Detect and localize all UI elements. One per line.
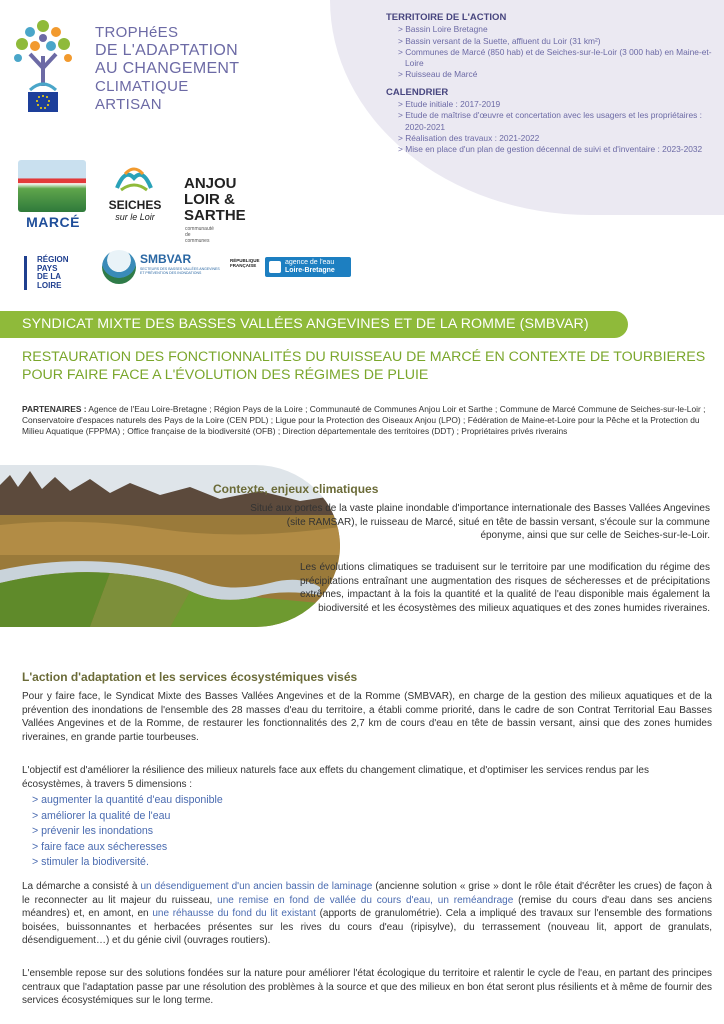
region-line-3: DE LA LOIRE [37,272,62,290]
action-paragraph-2: L'objectif est d'améliorer la résilience des milieux naturels face aux effets du changement climatique, et d'optimiser les services rendus par les écosystèmes, à travers 5 dimensions : [22,765,649,790]
seiches-logo-subtext: sur le Loir [115,212,155,222]
rf-line-1: RÉPUBLIQUE [230,258,260,263]
seiches-logo-icon [111,164,157,194]
smbvar-logo-subtext: SECTEURS DES BASSES VALLÉES ANGEVINES ET PRÉVENTION DES INONDATIONS [140,267,220,275]
marce-logo-icon [18,160,86,212]
brand-line-3: AU CHANGEMENT [95,60,240,77]
anjou-line-3: SARTHE [184,207,246,224]
p3-part-c: (ancienne solution « grise » dont le rôle était d'écrêter les crues) de façon à le reconnecter au lit majeur du ruisseau, [22,881,712,906]
partners-text: Agence de l'Eau Loire-Bretagne ; Région Pays de la Loire ; Communauté de Communes Anjou Loir et Sarthe ; Commune de Marcé Commune de Seiches-sur-le-Loir ; Conservatoire d'espaces naturels des Pays de la Loire (CEN PDL) ; Ligue pour la Protection des Oiseaux Anjou (LPO) ; Fédération de Maine-et-Loire pour la Pêche et la Protection du Milieu Aquatique (FPPMA) ; Office française de la biodiversité (OFB) ; Direction départementale des territoires (DDT) ; Propriétaires privés riverains [22,404,706,436]
partners-paragraph [22,404,712,437]
region-logo [24,256,69,290]
brand-line-2: DE L'ADAPTATION [95,42,238,59]
band-title: SYNDICAT MIXTE DES BASSES VALLÉES ANGEVINES ET DE LA ROMME (SMBVAR) [0,311,628,338]
list-item: > Etude de maîtrise d'œuvre et concertation avec les usagers et les propriétaires : 2020-2021 [398,110,716,133]
region-line-1: RÉGION [37,255,69,264]
action-paragraph-1: Pour y faire face, le Syndicat Mixte des Basses Vallées Angevines et de la Romme (SMBVAR), en charge de la gestion des milieux aquatiques et de la prévention des inondations de l'ensemble des 28 masses d'eau du territoire, a établi comme priorité, dans le cadre de son Contrat Territorial Eau Basses Vallées Angevines et de la Romme, de restaurer les fonctionnalités des 2,7 km de cours d'eau en tête de bassin versant, ainsi que des zones humides riveraines, en grande partie tourbeuses. [22,691,712,743]
republique-logo [230,258,260,268]
list-item: > augmenter la quantité d'eau disponible [32,793,223,809]
seiches-logo-text: SEICHES [108,198,162,212]
list-item: > stimuler la biodiversité. [32,855,223,871]
p3-part-g: (apports de granulométrie). Cela a impliqué des travaux sur l'ensemble des formations boisées, buissonnantes et herbacées présentes sur les rives du cours d'eau (ripisylve), du terrassement (nouveau lit, apport de granulats, désendiguement…) et du génie civil (ouvrages routiers). [22,908,713,946]
p3-highlight-1: un désendiguement d'un ancien bassin de laminage [140,881,373,892]
agence-line-1: agence de l'eau [285,259,335,266]
contexte-paragraph-1: Situé aux portes de la vaste plaine inondable d'importance internationale des Basses Vallées Angevines (site RAMSAR), le ruisseau de Marcé, situé en tête de bassin versant, s'écoule sur la commune éponyme, ainsi que sur celle de Seiches-sur-le-Loir. [250,503,710,541]
rf-line-2: FRANÇAISE [230,263,257,268]
list-item: > faire face aux sécheresses [32,840,223,856]
calendrier-list [386,99,716,155]
list-item: > Réalisation des travaux : 2021-2022 [398,133,716,144]
list-item: > prévenir les inondations [32,824,223,840]
list-item: > Bassin versant de la Suette, affluent du Loir (31 km²) [398,36,716,47]
trophees-brand [95,24,239,114]
contexte-paragraph-2: Les évolutions climatiques se traduisent sur le territoire par une modification du régime des précipitations entraînant une augmentation des risques de sécheresses et de précipitations extrêmes, impactant à la fois la quantité et la qualité de l'eau disponible mais également la biodiversité et les écosystèmes des milieux aquatiques et des zones humides riveraines. [300,562,710,614]
agence-eau-logo [265,257,351,277]
project-subtitle [22,348,712,384]
list-item: > Mise en place d'un plan de gestion décennal de suivi et d'inventaire : 2023-2032 [398,144,716,155]
smbvar-logo-text: SMBVAR [140,252,192,266]
territoire-list [386,24,716,80]
subtitle-line-1: RESTAURATION DES FONCTIONNALITÉS DU RUISSEAU DE MARCÉ EN CONTEXTE DE TOURBIERES [22,349,706,365]
partners-label: PARTENAIRES : [22,404,87,414]
action-heading: L'action d'adaptation et les services écosystémiques visés [22,670,358,684]
smbvar-logo-icon [102,250,136,284]
p3-highlight-3: une réhausse du fond du lit existant [152,908,316,919]
territoire-heading: TERRITOIRE DE L'ACTION [386,12,507,23]
anjou-logo-subtext: communauté de communes [185,226,214,244]
list-item: > Bassin Loire Bretagne [398,24,716,35]
brand-line-4: CLIMATIQUE [95,78,189,95]
anjou-line-2: LOIR & [184,191,235,208]
p3-part-e: (remise du cours d'eau dans ses anciens méandres) et, en amont, en [22,894,712,919]
list-item: > Etude initiale : 2017-2019 [398,99,716,110]
contexte-heading: Contexte, enjeux climatiques [213,482,379,496]
brand-line-1: TROPHéES [95,24,179,41]
brand-line-5: ARTISAN [95,96,162,113]
dimensions-list [32,793,223,871]
anjou-line-1: ANJOU [184,175,237,192]
agence-line-2: Loire-Bretagne [285,267,335,274]
marce-logo-text: MARCÉ [26,214,80,230]
eu-flag-icon [28,92,58,112]
anjou-logo [184,176,246,224]
region-line-2: PAYS [37,263,58,273]
action-paragraph-4: L'ensemble repose sur des solutions fondées sur la nature pour améliorer l'état écologique du territoire et ralentir le cycle de l'eau, en partant des principes centraux que l'adaptation passe par une résolution des problèmes à la source et que des milieux en bon état seront plus résilients et à même de fournir des services écosystémiques sur le long terme. [22,968,712,1006]
list-item: > Ruisseau de Marcé [398,69,716,80]
subtitle-line-2: POUR FAIRE FACE A L'ÉVOLUTION DES RÉGIMES DE PLUIE [22,367,429,383]
list-item: > améliorer la qualité de l'eau [32,809,223,825]
p3-highlight-2: une remise en fond de vallée du cours d'eau, un reméandrage [217,894,514,906]
calendrier-heading: CALENDRIER [386,86,449,98]
list-item: > Communes de Marcé (850 hab) et de Seiches-sur-le-Loir (3 000 hab) en Maine-et-Loire [398,47,716,70]
action-paragraph-3 [22,880,712,948]
territory-calendar-panel [386,12,716,162]
p3-part-a: La démarche a consisté à [22,881,141,892]
